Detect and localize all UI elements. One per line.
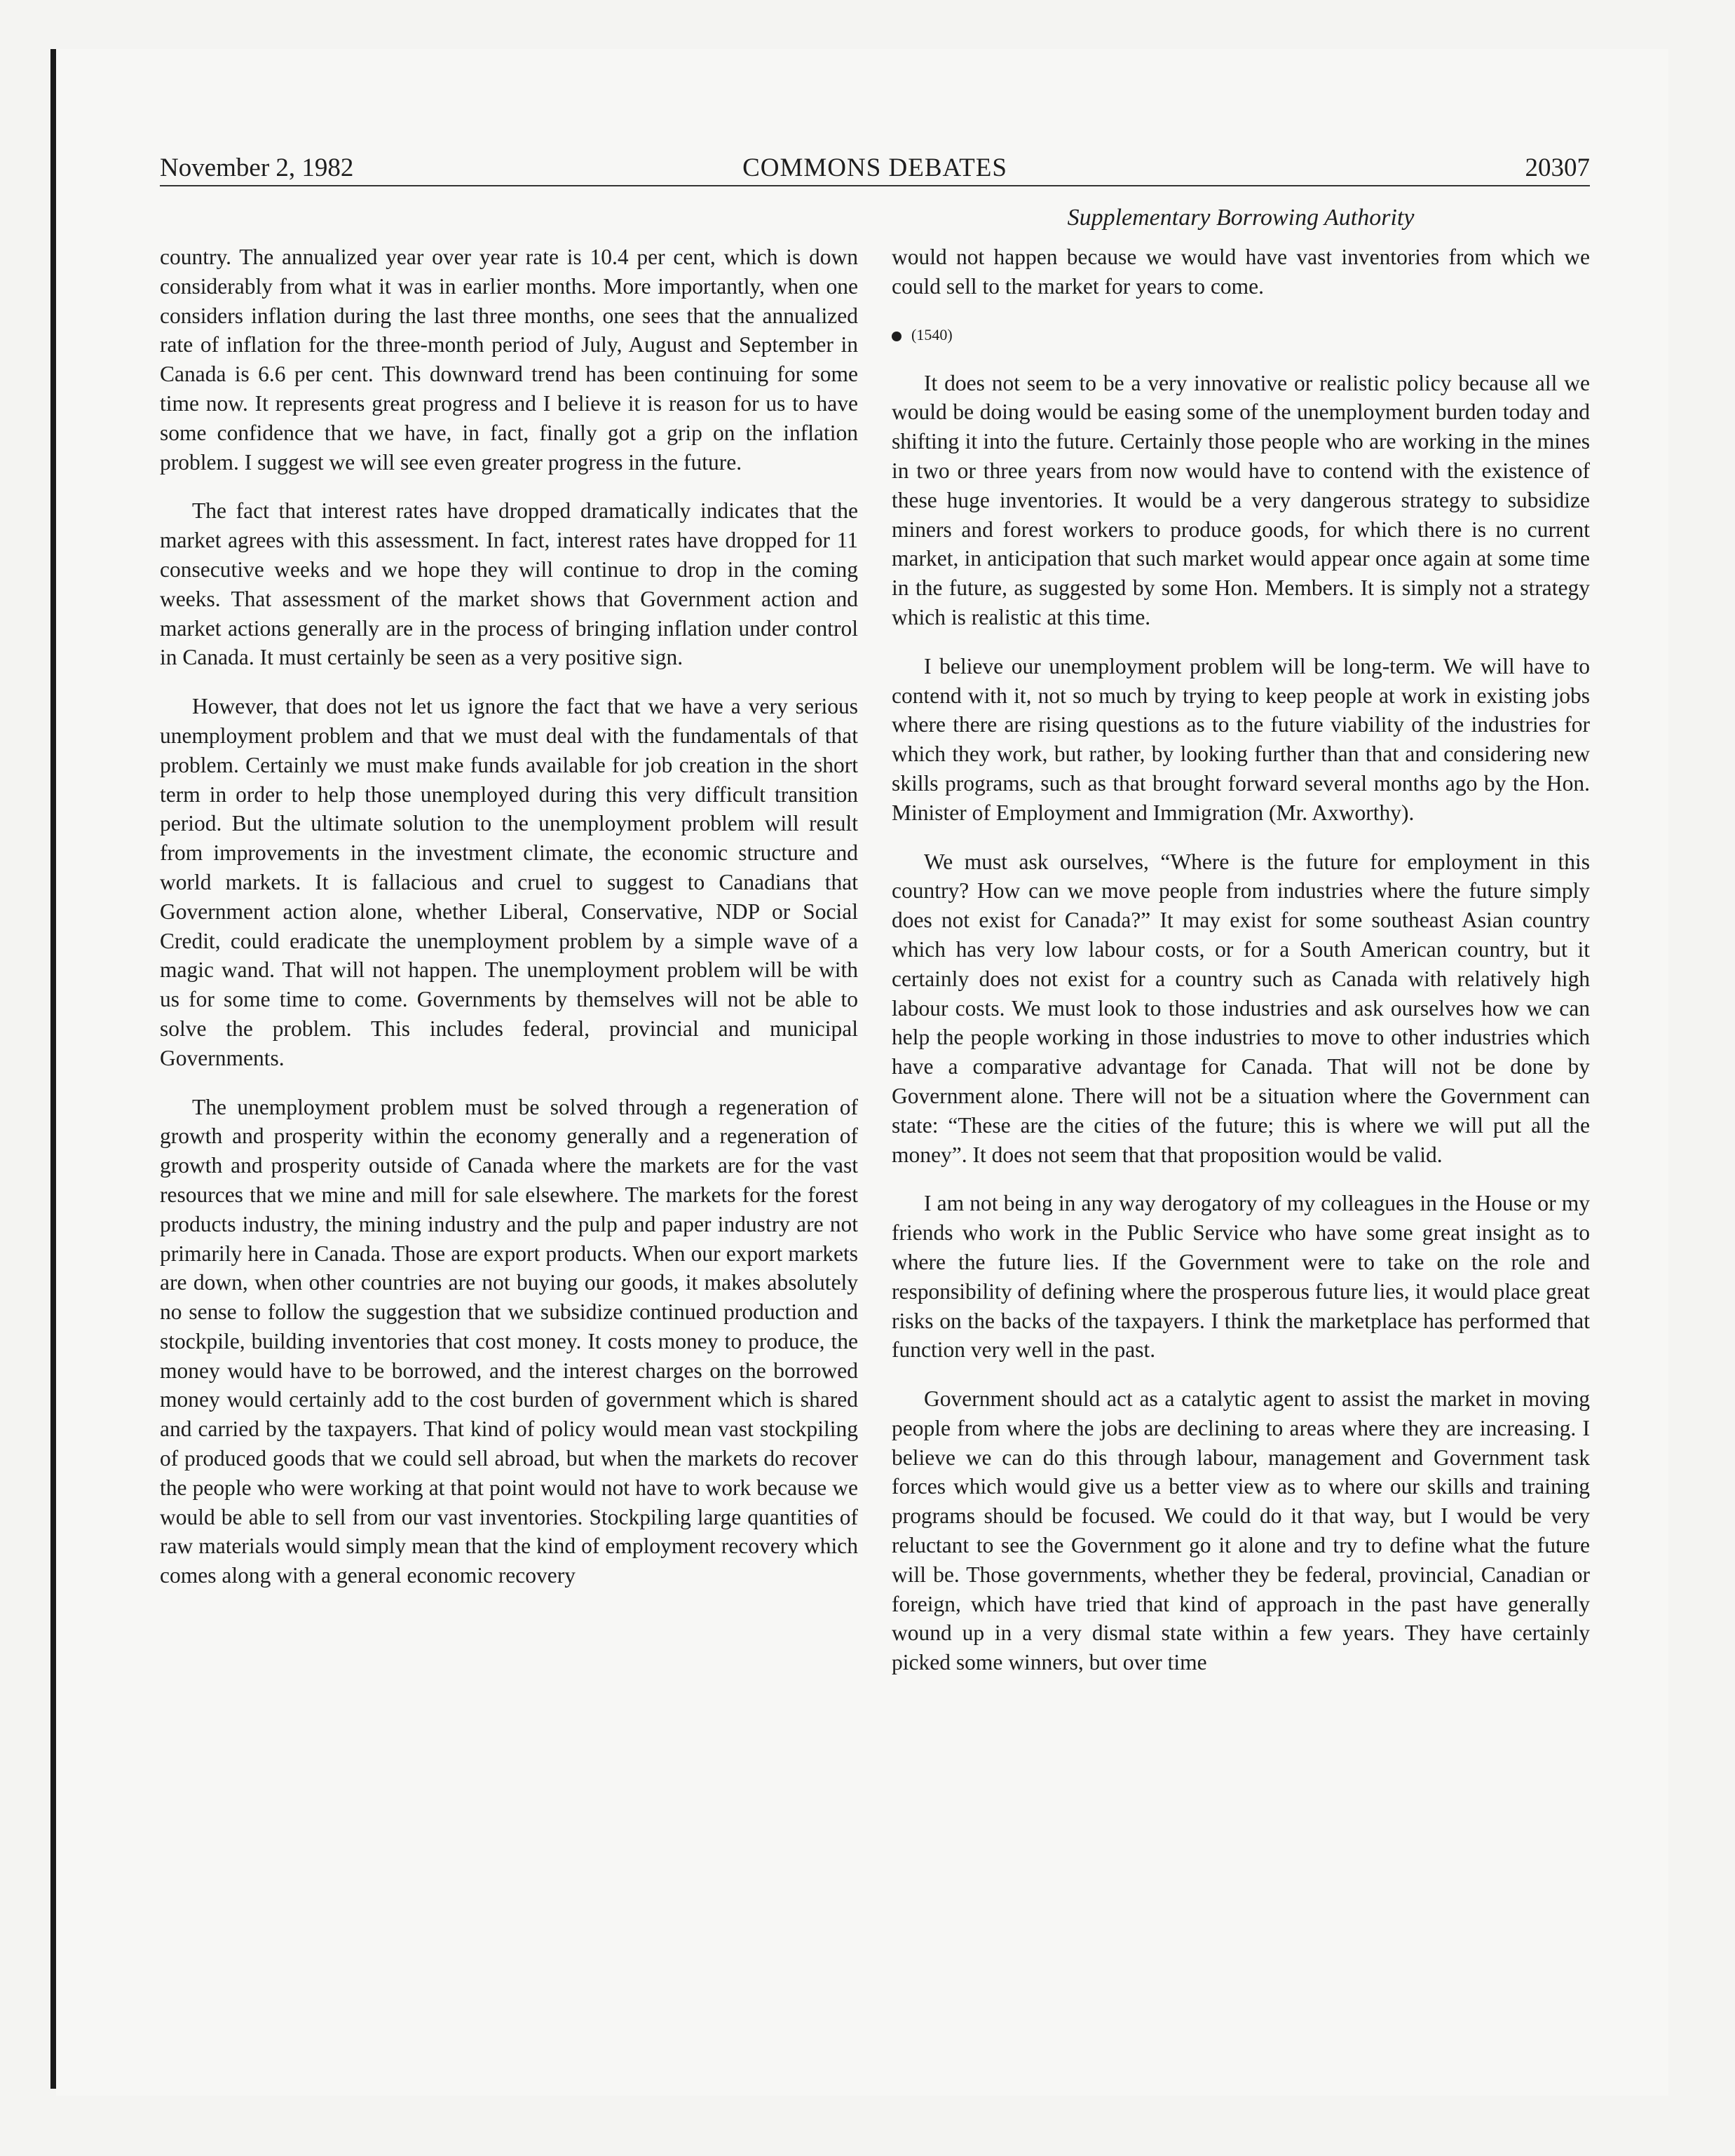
header-rule [160, 185, 1590, 186]
paragraph: However, that does not let us ignore the fact that we have a very serious unemployment problem and that we must deal with the fundamentals of that problem. Certainly we must make funds available for job creation in the short term in order to help those unemployed during this very difficult transition period. But the ultimate solution to the unemployment problem will result from improvements in the investment climate, the economic structure and world markets. It is fallacious and cruel to suggest to Canadians that Government action alone, whether Liberal, Conservative, NDP or Social Credit, could eradicate the unemployment problem by a simple wave of a magic wand. That will not happen. The unemployment problem will be with us for some time to come. Governments by themselves will not be able to solve the problem. This includes federal, provincial and municipal Governments. [160, 694, 858, 1070]
scan-edge [50, 49, 56, 2089]
paragraph: The fact that interest rates have dropped dramatically indicates that the market agrees with this assessment. In fact, interest rates have dropped for 11 consecutive weeks and we hope they will continue to drop in the coming weeks. That assessment of the market shows that Government action and market actions generally are in the process of bringing inflation under control in Canada. It must certainly be seen as a very positive sign. [160, 498, 858, 670]
timestamp-label: (1540) [911, 325, 953, 343]
paragraph: would not happen because we would have vast inventories from which we could sell to the market for years to come. [892, 245, 1590, 299]
header-page-number: 20307 [1525, 153, 1590, 182]
header-title: COMMONS DEBATES [742, 153, 1007, 182]
right-column [892, 243, 1590, 1697]
paragraph: country. The annualized year over year rate is 10.4 per cent, which is down considerably from what it was in earlier months. More importantly, when one considers inflation during the last three months, one sees that the annualized rate of inflation for the three-month period of July, August and September in Canada is 6.6 per cent. This downward trend has been continuing for some time now. It represents great progress and I believe it is reason for us to have some confidence that we have, in fact, finally got a grip on the inflation problem. I suggest we will see even greater progress in the future. [160, 245, 858, 475]
paragraph: We must ask ourselves, “Where is the future for employment in this country? How can we move people from industries where the future simply does not exist for Canada?” It may exist for some southeast Asian country which has very low labour costs, or for a South American country, but it certainly does not exist for a country such as Canada with relatively high labour costs. We must look to those industries and ask ourselves how we can help the people working in those industries to move to other industries which have a comparative advantage for Canada. That will not be done by Government alone. There will not be a situation where the Government can state: “These are the cities of the future; this is where we will put all the money”. It does not seem that that proposition would be valid. [892, 849, 1590, 1167]
paragraph: I am not being in any way derogatory of my colleagues in the House or my friends who work in the Public Service who have some great insight as to where the future lies. If the Government were to take on the role and responsibility of defining where the prosperous future lies, it would place great risks on the backs of the taxpayers. I think the marketplace has performed that function very well in the past. [892, 1191, 1590, 1363]
header-date: November 2, 1982 [160, 153, 354, 182]
paragraph: The unemployment problem must be solved through a regeneration of growth and prosperity within the economy generally and a regeneration of growth and prosperity outside of Canada where the markets are for the vast resources that we mine and mill for sale elsewhere. The markets for the forest products industry, the mining industry and the pulp and paper industry are not primarily here in Canada. Those are export products. When our export markets are down, when other countries are not buying our goods, it makes absolutely no sense to follow the suggestion that we subsidize continued production and stockpile, building inventories that cost money. It costs money to produce, the money would have to be borrowed, and the interest charges on the borrowed money would certainly add to the cost burden of government which is shared and carried by the taxpayers. That kind of policy would mean vast stockpiling of produced goods that we could sell abroad, but when the markets do recover the people who were working at that point would not have to work because we would be able to sell from our vast inventories. Stockpiling large quantities of raw materials would simply mean that the kind of employment recovery which comes along with a general economic recovery [160, 1094, 858, 1588]
paragraph: Government should act as a catalytic agent to assist the market in moving people from where the jobs are declining to areas where they are increasing. I believe we can do this through labour, management and Government task forces which would give us a better view as to where our skills and training programs should be focused. We could do it that way, but I would be very reluctant to see the Government go it alone and try to define what the future will be. Those governments, whether they be federal, provincial, Canadian or foreign, which have tried that kind of approach in the past have generally wound up in a very dismal state within a few years. They have certainly picked some winners, but over time [892, 1386, 1590, 1675]
page-header [160, 149, 1590, 188]
paragraph: It does not seem to be a very innovative or realistic policy because all we would be doing would be easing some of the unemployment burden today and shifting it into the future. Certainly those people who are working in the mines in two or three years from now would have to contend with the existence of these huge inventories. It would be a very dangerous strategy to subsidize miners and forest workers to produce goods, for which there is no current market, in anticipation that such market would appear once again at some time in the future, as suggested by some Hon. Members. It is simply not a strategy which is realistic at this time. [892, 370, 1590, 629]
left-column [160, 243, 858, 1610]
subject-heading: Supplementary Borrowing Authority [1067, 205, 1415, 231]
timestamp [892, 321, 1590, 349]
paragraph: I believe our unemployment problem will be long-term. We will have to contend with it, not so much by trying to keep people at work in existing jobs where there are rising questions as to the future viability of the industries for which they work, but rather, by looking further than that and considering new skills programs, such as that brought forward several months ago by the Hon. Minister of Employment and Immigration (Mr. Axworthy). [892, 653, 1590, 825]
bullet-icon [892, 332, 901, 341]
